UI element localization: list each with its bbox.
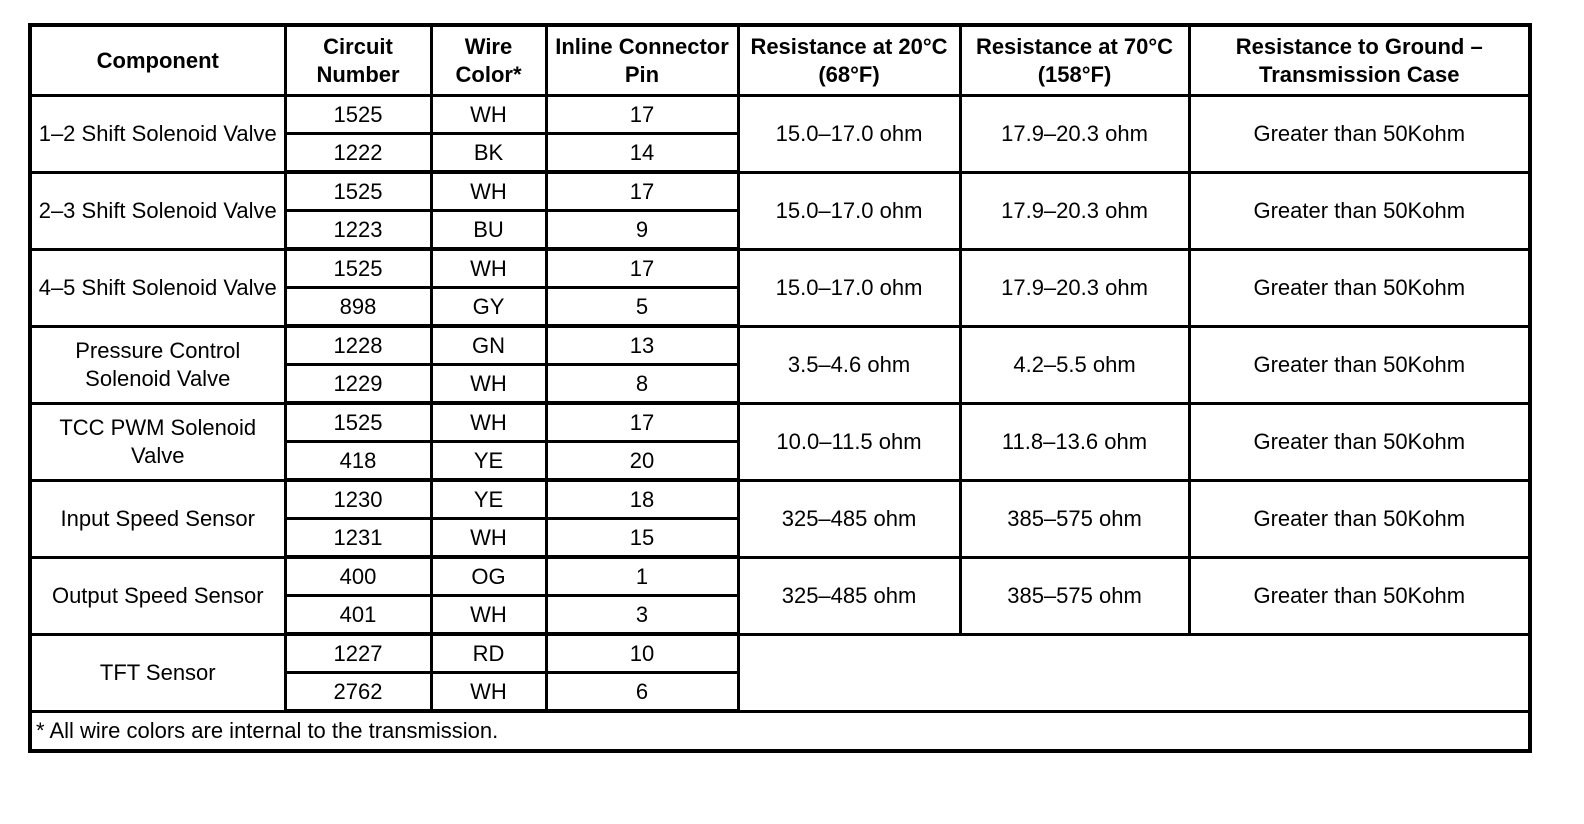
table-row bbox=[30, 480, 1530, 519]
connector-pin: 18 bbox=[546, 480, 738, 519]
connector-pin: 3 bbox=[546, 596, 738, 635]
empty-resistance-cell bbox=[738, 634, 1530, 711]
wire-color: YE bbox=[431, 442, 546, 481]
circuit-number: 1229 bbox=[285, 365, 431, 404]
table-row bbox=[30, 557, 1530, 596]
circuit-number: 1525 bbox=[285, 249, 431, 288]
table-row bbox=[30, 96, 1530, 134]
wire-color: WH bbox=[431, 673, 546, 712]
table-header bbox=[30, 25, 1530, 96]
wire-color: WH bbox=[431, 596, 546, 635]
circuit-number: 1231 bbox=[285, 519, 431, 558]
resistance-70c: 17.9–20.3 ohm bbox=[960, 172, 1189, 249]
circuit-number: 401 bbox=[285, 596, 431, 635]
wire-color: OG bbox=[431, 557, 546, 596]
circuit-number: 1525 bbox=[285, 96, 431, 134]
wire-color: WH bbox=[431, 96, 546, 134]
wire-color: WH bbox=[431, 519, 546, 558]
resistance-70c: 385–575 ohm bbox=[960, 480, 1189, 557]
circuit-number: 418 bbox=[285, 442, 431, 481]
connector-pin: 13 bbox=[546, 326, 738, 365]
circuit-number: 1223 bbox=[285, 211, 431, 250]
circuit-number: 1222 bbox=[285, 134, 431, 173]
component-name: 1–2 Shift Solenoid Valve bbox=[30, 96, 285, 173]
resistance-70c: 385–575 ohm bbox=[960, 557, 1189, 634]
header-wire-color: Wire Color* bbox=[431, 25, 546, 96]
table-row bbox=[30, 326, 1530, 365]
resistance-20c: 325–485 ohm bbox=[738, 557, 960, 634]
resistance-70c: 4.2–5.5 ohm bbox=[960, 326, 1189, 403]
footnote: * All wire colors are internal to the transmission. bbox=[30, 711, 1530, 751]
circuit-number: 1230 bbox=[285, 480, 431, 519]
connector-pin: 1 bbox=[546, 557, 738, 596]
wire-color: GY bbox=[431, 288, 546, 327]
circuit-number: 898 bbox=[285, 288, 431, 327]
connector-pin: 17 bbox=[546, 249, 738, 288]
connector-pin: 17 bbox=[546, 96, 738, 134]
connector-pin: 5 bbox=[546, 288, 738, 327]
resistance-20c: 15.0–17.0 ohm bbox=[738, 172, 960, 249]
connector-pin: 14 bbox=[546, 134, 738, 173]
table-row bbox=[30, 172, 1530, 211]
resistance-20c: 10.0–11.5 ohm bbox=[738, 403, 960, 480]
resistance-70c: 17.9–20.3 ohm bbox=[960, 96, 1189, 173]
table-row bbox=[30, 634, 1530, 673]
header-resistance-70c: Resistance at 70°C (158°F) bbox=[960, 25, 1189, 96]
header-resistance-20c: Resistance at 20°C (68°F) bbox=[738, 25, 960, 96]
header-inline-connector-pin: Inline Connector Pin bbox=[546, 25, 738, 96]
wire-color: YE bbox=[431, 480, 546, 519]
circuit-number: 1227 bbox=[285, 634, 431, 673]
resistance-70c: 17.9–20.3 ohm bbox=[960, 249, 1189, 326]
component-name: 2–3 Shift Solenoid Valve bbox=[30, 172, 285, 249]
resistance-20c: 15.0–17.0 ohm bbox=[738, 249, 960, 326]
resistance-to-ground: Greater than 50Kohm bbox=[1189, 480, 1530, 557]
component-name: Output Speed Sensor bbox=[30, 557, 285, 634]
resistance-to-ground: Greater than 50Kohm bbox=[1189, 403, 1530, 480]
component-name: Pressure Control Solenoid Valve bbox=[30, 326, 285, 403]
connector-pin: 17 bbox=[546, 403, 738, 442]
connector-pin: 6 bbox=[546, 673, 738, 712]
table-row bbox=[30, 249, 1530, 288]
header-component: Component bbox=[30, 25, 285, 96]
wire-color: WH bbox=[431, 403, 546, 442]
wire-color: BU bbox=[431, 211, 546, 250]
circuit-number: 1228 bbox=[285, 326, 431, 365]
connector-pin: 8 bbox=[546, 365, 738, 404]
connector-pin: 15 bbox=[546, 519, 738, 558]
component-name: TFT Sensor bbox=[30, 634, 285, 711]
wire-color: WH bbox=[431, 249, 546, 288]
resistance-to-ground: Greater than 50Kohm bbox=[1189, 96, 1530, 173]
wire-color: WH bbox=[431, 365, 546, 404]
footnote-row bbox=[30, 711, 1530, 751]
header-resistance-to-ground: Resistance to Ground – Transmission Case bbox=[1189, 25, 1530, 96]
circuit-number: 1525 bbox=[285, 403, 431, 442]
component-name: Input Speed Sensor bbox=[30, 480, 285, 557]
header-circuit-number: Circuit Number bbox=[285, 25, 431, 96]
circuit-number: 2762 bbox=[285, 673, 431, 712]
resistance-20c: 325–485 ohm bbox=[738, 480, 960, 557]
resistance-to-ground: Greater than 50Kohm bbox=[1189, 557, 1530, 634]
component-name: TCC PWM Solenoid Valve bbox=[30, 403, 285, 480]
resistance-to-ground: Greater than 50Kohm bbox=[1189, 249, 1530, 326]
resistance-20c: 3.5–4.6 ohm bbox=[738, 326, 960, 403]
resistance-70c: 11.8–13.6 ohm bbox=[960, 403, 1189, 480]
connector-pin: 20 bbox=[546, 442, 738, 481]
component-name: 4–5 Shift Solenoid Valve bbox=[30, 249, 285, 326]
wire-color: WH bbox=[431, 172, 546, 211]
resistance-20c: 15.0–17.0 ohm bbox=[738, 96, 960, 173]
resistance-to-ground: Greater than 50Kohm bbox=[1189, 172, 1530, 249]
circuit-number: 400 bbox=[285, 557, 431, 596]
resistance-to-ground: Greater than 50Kohm bbox=[1189, 326, 1530, 403]
connector-pin: 17 bbox=[546, 172, 738, 211]
header-row bbox=[30, 25, 1530, 96]
connector-pin: 10 bbox=[546, 634, 738, 673]
circuit-number: 1525 bbox=[285, 172, 431, 211]
wire-color: GN bbox=[431, 326, 546, 365]
table-body bbox=[30, 96, 1530, 752]
wire-color: RD bbox=[431, 634, 546, 673]
table-row bbox=[30, 403, 1530, 442]
connector-pin: 9 bbox=[546, 211, 738, 250]
wiring-resistance-table bbox=[28, 23, 1532, 753]
wire-color: BK bbox=[431, 134, 546, 173]
